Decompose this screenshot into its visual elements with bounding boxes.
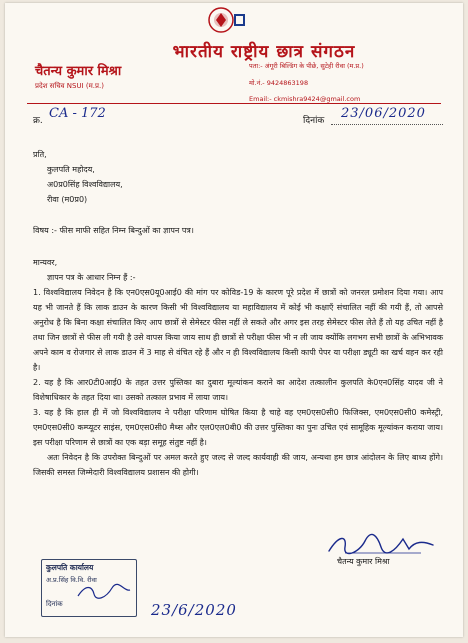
date-underline	[331, 124, 443, 125]
recipient-salutation: प्रति,	[33, 150, 47, 159]
ref-label: क्र.	[33, 116, 43, 126]
subject-line: विषय :- फीस माफी सहित निम्न बिन्दुओं का ज्ञापन पत्र।	[33, 226, 194, 235]
greeting: मान्यवर,	[33, 258, 58, 267]
stamp-initials-icon	[76, 582, 132, 600]
recipient-line-2: अ0प्र0सिंह विश्वविद्यालय,	[47, 180, 123, 189]
date-label: दिनांक	[303, 116, 325, 126]
intro-line: ज्ञापन पत्र के आधार निम्न हैं :-	[47, 273, 136, 282]
signature-scribble-icon	[325, 531, 437, 557]
recipient-line-3: रीवा (म0प्र0)	[47, 195, 88, 204]
point-3: 3. यह है कि हाल ही में जो विश्वविद्यालय ने परीक्षा परिणाम घोषित किया है चाहे वह एम0एस0सी0 फिजिक्स, एम0एस0सी0 कमेस्ट्री, एम0एस0सी0 कम्प्यूटर साइंस, एम0एस0सी0 मैथ्स और एल0एल0बी0 की उत्तर पुस्तिका का पुनः उचित एवं सामूहिक मूल्यांकन कराया जाय। इस परीक्षा परिणाम से छात्रों का एक बड़ा समूह संतुष्ट नहीं है।	[33, 408, 443, 447]
closing-paragraph: अतः निवेदन है कि उपरोक्त बिन्दुओं पर अमल करते हुए जल्द से जल्द कार्यवाही की जाय, अन्यथा हम छात्र आंदोलन के लिए बाध्य होंगे। जिसकी समस्त जिम्मेदारी विश्वविद्यालय प्रशासन की होगी।	[33, 453, 443, 477]
point-1: 1. विश्वविद्यालय निवेदन है कि एन0एस0यू0आई0 की मांग पर कोविड-19 के कारण पूरे प्रदेश में छात्रों को जनरल प्रमोशन दिया गया। आप यह भी जानते हैं कि लाक डाउन के कारण किसी भी विश्वविद्यालय या महाविद्यालय में कोई भी कक्षाएँ संचालित नहीं की गयी हैं, तो आपसे अनुरोध है कि बिना कक्षा संचालित किए आप छात्रों से सेमेस्टर फीस नहीं ले सकते और अगर इस तरह सेमेस्टर फीस लेते हैं तो यह उचित नहीं है तथा जिन छात्रों से फीस ली गयी है उसे वापस किया जाय साथ ही छात्रों से परीक्षा फीस भी न ली जाय क्योंकि लगभग सभी छात्रों के अभिभावक अपने काम व रोजगार से लाक डाउन में 3 माह से वंचित रहे हैं और न ही विश्वविद्यालय किसी कापी पेपर या परीक्षा ड्यूटी का खर्च वहन कर रही है।	[33, 288, 443, 372]
received-date: 23/6/2020	[151, 601, 237, 619]
stamp-subtitle: अ.प्र.सिंह वि.वि. रीवा	[46, 576, 97, 584]
president-role: प्रदेश सचिव NSUI (म.प्र.)	[35, 82, 104, 90]
letter-page	[5, 3, 463, 637]
letter-date: 23/06/2020	[341, 106, 426, 121]
recipient-block	[33, 147, 443, 207]
received-stamp	[41, 559, 137, 617]
header-divider	[27, 103, 441, 104]
letter-body	[33, 255, 443, 480]
org-address: पता:- अंगूरी बिल्डिंग के पीछे, सुटेही रीवा (म.प्र.)	[249, 62, 364, 70]
stamp-date-label: दिनांक	[46, 600, 63, 608]
org-title: भारतीय राष्ट्रीय छात्र संगठन	[172, 42, 356, 62]
president-name: चैतन्य कुमार मिश्रा	[35, 64, 122, 79]
stamp-title: कुलपति कार्यालय	[46, 563, 94, 572]
point-2: 2. यह है कि आर0टी0आई0 के तहत उत्तर पुस्तिका का दुबारा मूल्यांकन कराने का आदेश तत्कालीन कुलपति के0एन0सिंह यादव जी ने विशेषाधिकार के तहत दिया था। उसको तत्काल प्रभाव में लाया जाय।	[33, 378, 443, 402]
ref-number: CA - 172	[49, 106, 106, 121]
org-email: Email:- ckmishra9424@gmail.com	[249, 95, 361, 103]
recipient-line-1: कुलपति महोदय,	[47, 165, 95, 174]
nsui-logo-icon	[207, 5, 247, 35]
org-mobile: मो.नं.- 9424863198	[249, 79, 309, 87]
president-block	[35, 61, 121, 91]
signatory-name: चैतन्य कुमार मिश्रा	[337, 557, 390, 566]
